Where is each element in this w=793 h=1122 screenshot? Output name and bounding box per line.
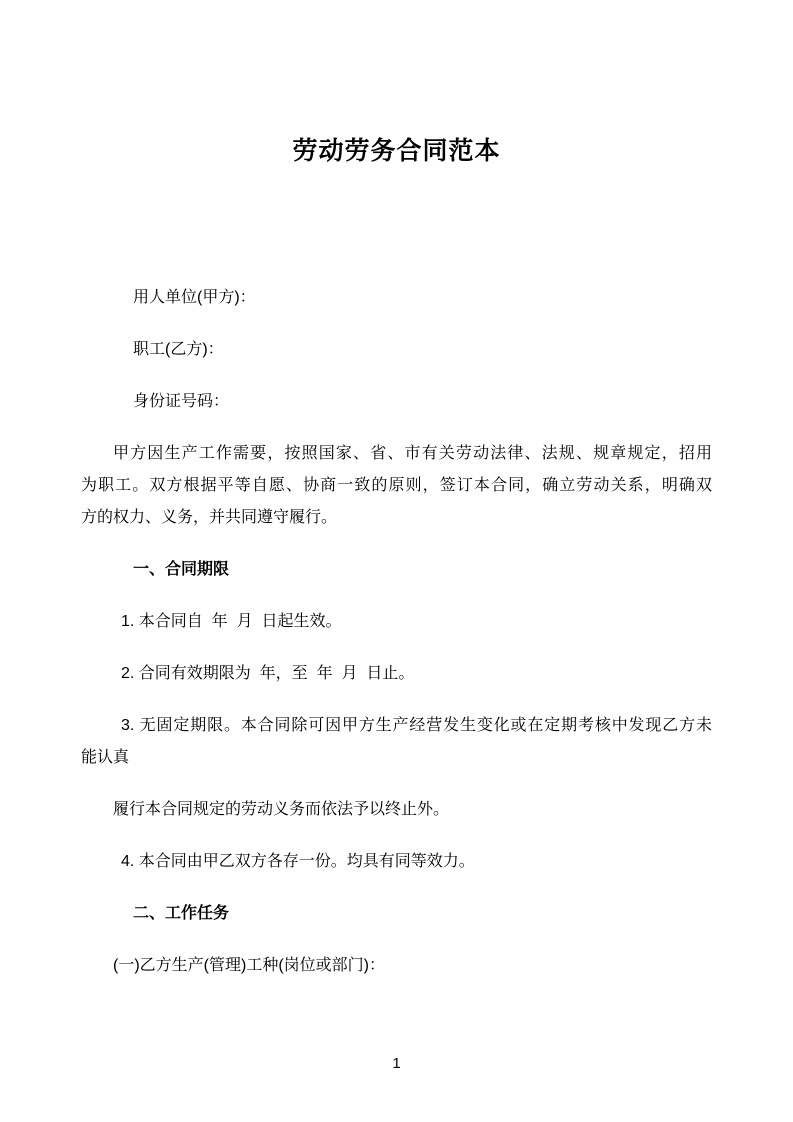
employee-party-label: 职工(乙方)： [133, 341, 224, 358]
id-number-label: 身份证号码： [133, 393, 230, 410]
intro-line-1: 甲方因生产工作需要，按照国家、省、市有关劳动法律、法规、规章规定，招用 [113, 445, 712, 462]
document-title: 劳动劳务合同范本 [292, 137, 501, 165]
section-1-clause-4: 4. 本合同由甲乙双方各存一份。均具有同等效力。 [121, 853, 475, 870]
section-1-clause-3-continuation: 履行本合同规定的劳动义务而依法予以终止外。 [113, 801, 450, 818]
section-1-heading: 一、合同期限 [133, 561, 230, 578]
employer-party-label: 用人单位(甲方)： [133, 289, 256, 306]
section-1-clause-3 [81, 710, 712, 774]
section-2-heading: 二、工作任务 [133, 905, 230, 922]
intro-line-3: 方的权力、义务，并共同遵守履行。 [81, 509, 338, 526]
page-number: 1 [392, 1055, 401, 1072]
section-1-clause-1: 1. 本合同自 年 月 日起生效。 [121, 613, 342, 630]
intro-line-2: 为职工。双方根据平等自愿、协商一致的原则，签订本合同，确立劳动关系，明确双 [81, 477, 712, 494]
intro-paragraph [81, 438, 712, 534]
section-1-clause-2: 2. 合同有效期限为 年，至 年 月 日止。 [121, 665, 415, 682]
clause-3-line-2: 能认真 [81, 749, 130, 766]
clause-3-line-1: 3. 无固定期限。本合同除可因甲方生产经营发生变化或在定期考核中发现乙方未 [121, 717, 712, 734]
section-2-item-1: (一)乙方生产(管理)工种(岗位或部门)： [113, 957, 385, 974]
